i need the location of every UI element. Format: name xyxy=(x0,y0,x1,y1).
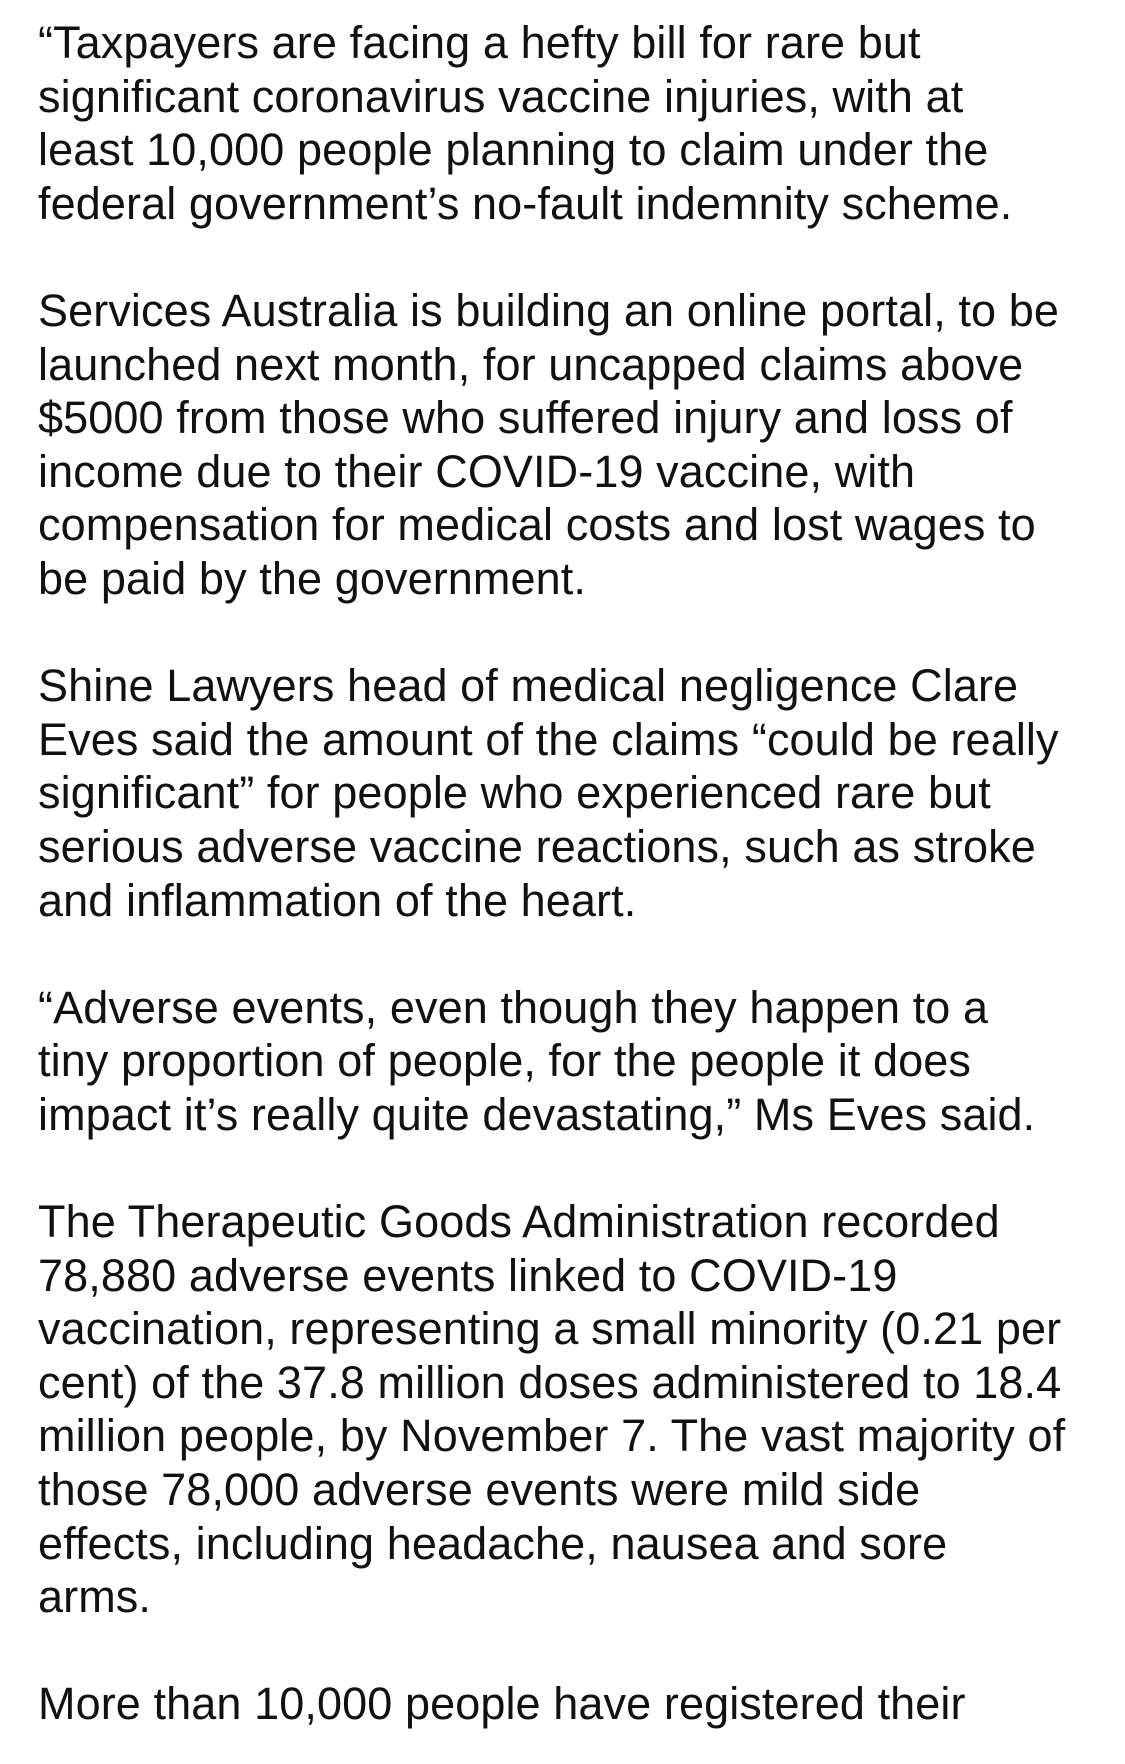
paragraph-tga-adverse-events: The Therapeutic Goods Administration recorded 78,880 adverse events linked to COVID-19 vaccination, representing a small minority (0.21 per cent) of the 37.8 million doses administered to 18.4 million people, by November 7. The vast majority of those 78,000 adverse events were mild side effects, including headache, nausea and sore arms. xyxy=(38,1196,1066,1623)
paragraph-services-australia-portal: Services Australia is building an online portal, to be launched next month, for uncapped claims above $5000 from those who suffered injury and loss of income due to their COVID-19 vaccine, with compensation for medical costs and lost wages to be paid by the government. xyxy=(38,284,1059,604)
paragraph-taxpayers-bill: “Taxpayers are facing a hefty bill for rare but significant coronavirus vaccine injuries, with at least 10,000 people planning to claim under the federal government’s no-fault indemnity scheme. xyxy=(38,17,1013,229)
paragraph-eves-quote: “Adverse events, even though they happen to a tiny proportion of people, for the people it does impact it’s really quite devastating,” Ms Eves said. xyxy=(38,981,1036,1140)
paragraph-registered-interest: More than 10,000 people have registered their xyxy=(38,1678,966,1730)
article-body xyxy=(38,16,1098,1731)
paragraph-shine-lawyers: Shine Lawyers head of medical negligence Clare Eves said the amount of the claims “could be really significant” for people who experienced rare but serious adverse vaccine reactions, such as stroke and inflammation of the heart. xyxy=(38,660,1059,926)
